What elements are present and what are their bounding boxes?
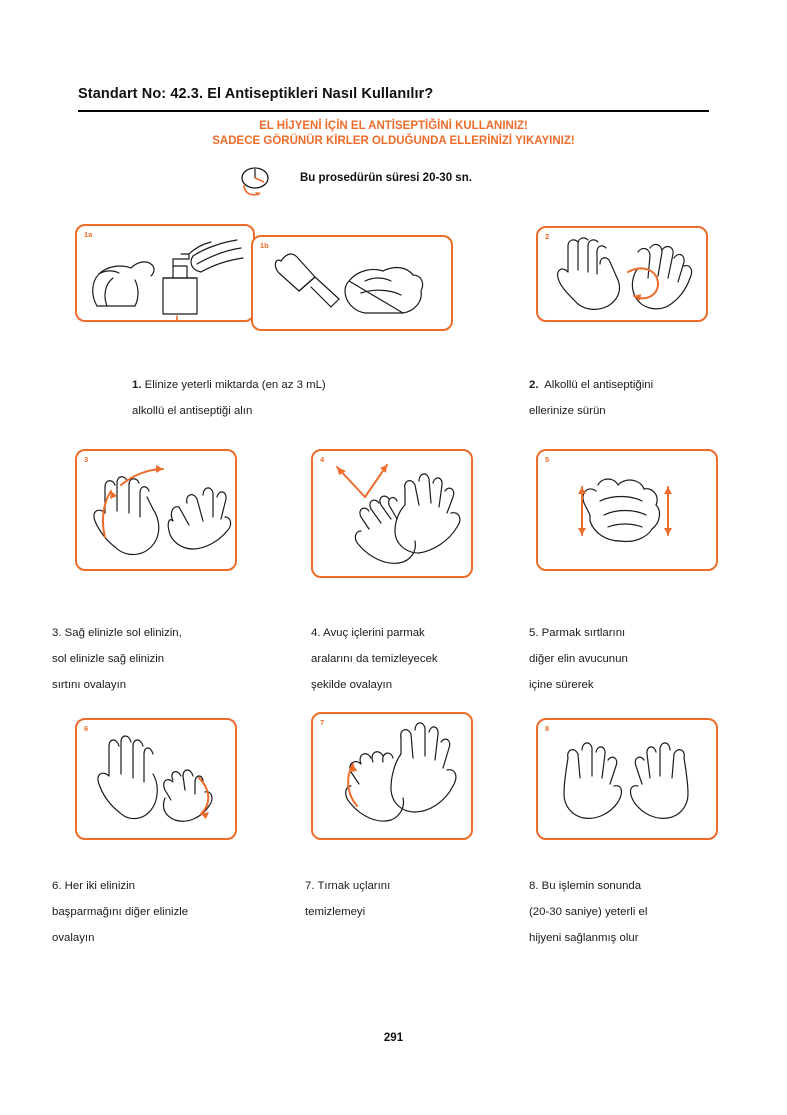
step-caption-5-line-2: diğer elin avucunun [529,653,628,665]
step-panel-1a [75,224,255,322]
step-panel-7 [311,712,473,840]
step-caption-8-line-3: hijyeni sağlanmış olur [529,932,639,944]
step-panel-4 [311,449,473,578]
fingertips-in-palm-icon [313,714,471,838]
step-caption-2-line-2: ellerinize sürün [529,405,606,417]
rotational-thumb-icon [77,720,235,838]
panel-number-4: 4 [320,455,325,464]
step-caption-1-line-2: alkollü el antiseptiği alın [132,405,253,417]
palm-to-palm-icon [538,228,706,320]
step-caption-7-line-2: temizlemeyi [305,906,366,918]
step-caption-5-line-1: Parmak sırtlarını [541,627,626,639]
step-caption-2-prefix: 2. [529,379,539,391]
panel-number-3: 3 [84,455,89,464]
headline-line-2: SADECE GÖRÜNÜR KİRLER OLDUĞUNDA ELLERİNİZİ YIKAYINIZ! [212,135,575,147]
step-caption-7-prefix: 7. [305,880,315,892]
step-caption-4-line-2: aralarını da temizleyecek [311,653,438,665]
step-caption-8 [529,873,744,951]
step-caption-6-line-2: başparmağını diğer elinizle [52,906,189,918]
step-caption-8-line-2: (20-30 saniye) yeterli el [529,906,648,918]
step-panel-1b [251,235,453,331]
hand-pump-dispenser-icon [77,226,253,320]
pour-into-palm-icon [253,237,451,329]
step-caption-5-prefix: 5. [529,627,539,639]
step-caption-3 [52,620,282,698]
duration-note: Bu prosedürün süresi 20-30 sn. [300,172,472,184]
clock-icon [236,163,270,197]
panel-number-5: 5 [545,455,550,464]
step-caption-5-line-3: içine sürerek [529,679,594,691]
step-panel-5 [536,449,718,571]
title-divider [78,110,709,112]
step-panel-3 [75,449,237,571]
step-caption-5 [529,620,739,698]
step-caption-7-line-1: Tırnak uçlarını [317,880,391,892]
step-caption-6-line-1: Her iki elinizin [64,880,135,892]
step-caption-1-line-1: Elinize yeterli miktarda (en az 3 mL) [144,379,326,391]
panel-number-6: 6 [84,724,89,733]
panel-number-2: 2 [545,232,550,241]
step-caption-2-line-1: Alkollü el antiseptiğini [544,379,654,391]
step-panel-2 [536,226,708,322]
backs-of-fingers-icon [538,451,716,569]
step-caption-3-line-1: Sağ elinizle sol elinizin, [64,627,182,639]
step-caption-6-line-3: ovalayın [52,932,95,944]
step-caption-4 [311,620,531,698]
step-caption-4-line-1: Avuç içlerini parmak [323,627,425,639]
panel-number-1a: 1a [84,230,93,239]
interlaced-fingers-icon [313,451,471,576]
step-panel-6 [75,718,237,840]
step-caption-2 [529,372,729,424]
clean-hands-icon [538,720,716,838]
panel-number-7: 7 [320,718,325,727]
page-number: 291 [383,1032,404,1044]
headline-line-1: EL HİJYENİ İÇİN EL ANTİSEPTİĞİNİ KULLANINIZ! [259,120,528,132]
step-caption-4-line-3: şekilde ovalayın [311,679,393,691]
panel-number-1b: 1b [260,241,269,250]
step-caption-1-prefix: 1. [132,379,142,391]
step-caption-7 [305,873,525,925]
page-title: Standart No: 42.3. El Antiseptikleri Nasıl Kullanılır? [78,86,434,102]
palm-over-dorsum-icon [77,451,235,569]
step-caption-6 [52,873,292,951]
step-caption-4-prefix: 4. [311,627,321,639]
step-caption-6-prefix: 6. [52,880,62,892]
step-caption-3-line-3: sırtını ovalayın [52,679,127,691]
panel-number-8: 8 [545,724,550,733]
step-caption-3-line-2: sol elinizle sağ elinizin [52,653,165,665]
headline-block [78,119,709,149]
step-caption-8-line-1: Bu işlemin sonunda [541,880,642,892]
step-caption-8-prefix: 8. [529,880,539,892]
step-panel-8 [536,718,718,840]
step-caption-1 [132,372,432,424]
step-caption-3-prefix: 3. [52,627,62,639]
